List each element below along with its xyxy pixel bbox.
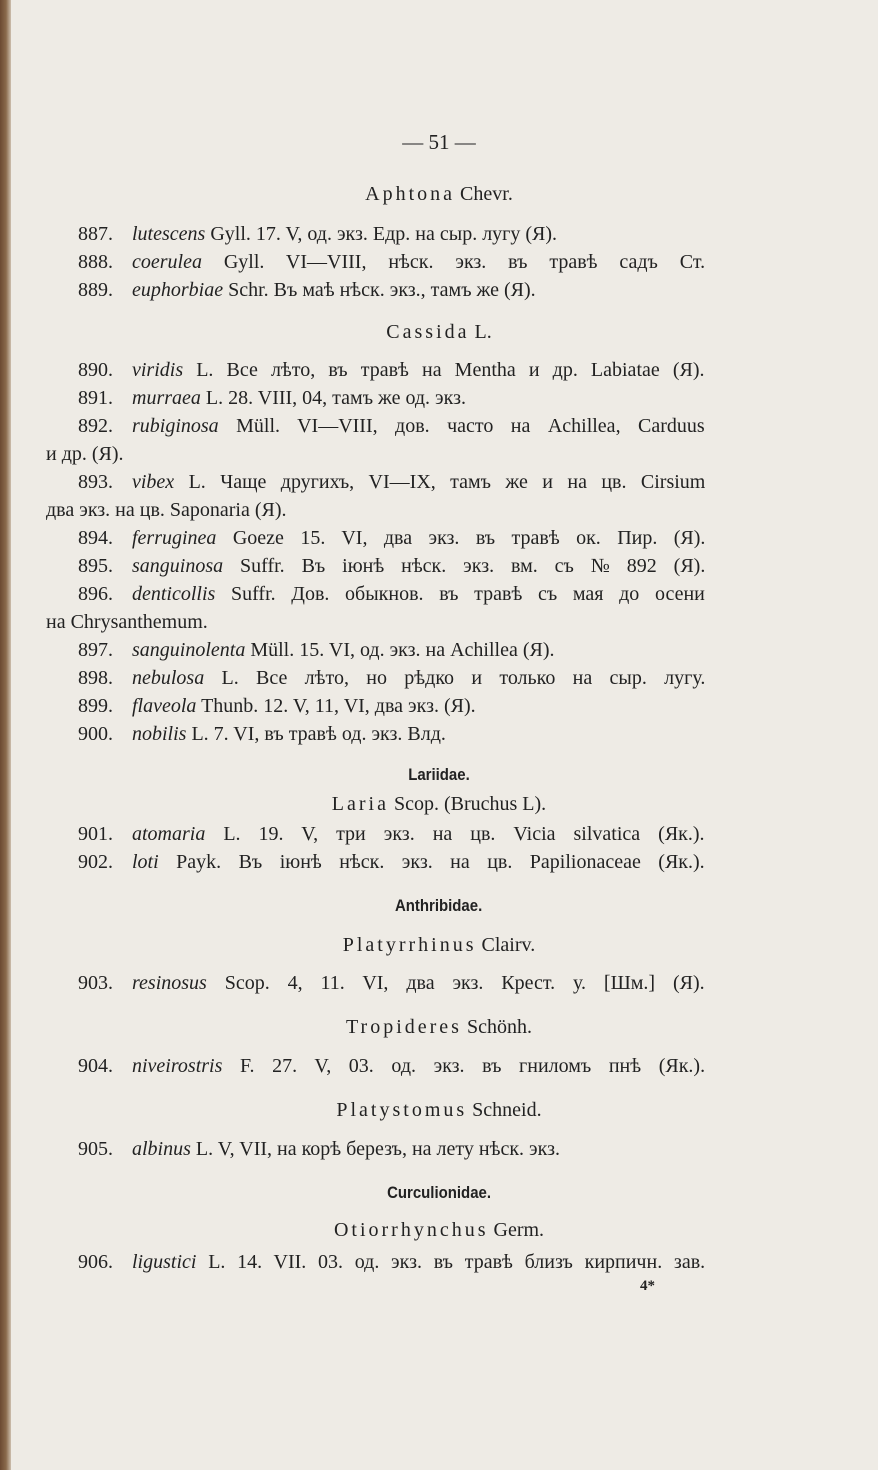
- entry-number: 904.: [78, 1055, 113, 1077]
- entry-number: 905.: [78, 1138, 113, 1160]
- entry-text: L. 14. VII. 03. од. экз. въ травѣ близъ кирпичн. зав.: [208, 1251, 706, 1273]
- genus-heading: [0, 1218, 878, 1242]
- genus-heading: [0, 933, 878, 957]
- genus-name: Otiorrhynchus: [333, 1219, 489, 1241]
- species-entry: [78, 850, 705, 874]
- entry-text: Müll. 15. VI, од. экз. на Achillea (Я).: [250, 639, 555, 661]
- entry-number: 888.: [78, 251, 113, 273]
- species-name: loti: [132, 851, 159, 873]
- species-name: niveirostris: [132, 1055, 223, 1077]
- entry-text: L. Чаще другихъ, VI—IX, тамъ же и на цв. Cirsium: [188, 471, 706, 493]
- species-name: vibex: [132, 471, 175, 493]
- species-entry: [78, 694, 476, 718]
- entry-number: 894.: [78, 527, 113, 549]
- entry-text: Goeze 15. VI, два экз. въ травѣ ок. Пир. (Я).: [232, 527, 706, 549]
- species-name: ferruginea: [132, 527, 217, 549]
- species-entry: [78, 386, 466, 410]
- species-name: nebulosa: [132, 667, 205, 689]
- species-entry: [78, 250, 705, 274]
- entry-number: 890.: [78, 359, 113, 381]
- genus-heading: [0, 1015, 878, 1039]
- genus-author: Scop. (Bruchus L).: [393, 793, 547, 815]
- family-name: Lariidae.: [408, 765, 470, 784]
- species-name: nobilis: [132, 723, 187, 745]
- species-name: resinosus: [132, 972, 207, 994]
- entry-continuation: и др. (Я).: [46, 443, 124, 465]
- family-heading: [0, 893, 878, 918]
- signature-mark: 4*: [640, 1278, 655, 1294]
- species-entry: [78, 470, 705, 494]
- genus-name: Aphtona: [365, 183, 456, 205]
- genus-author: L.: [474, 321, 492, 343]
- genus-name: Platyrrhinus: [342, 934, 477, 956]
- family-heading: [0, 762, 878, 787]
- page-number: — 51 —: [402, 130, 476, 154]
- entry-text: Müll. VI—VIII, дов. часто на Achillea, Carduus: [236, 415, 705, 437]
- entry-number: 898.: [78, 667, 113, 689]
- entry-text: L. V, VII, на корѣ березъ, на лету нѣск. экз.: [195, 1138, 560, 1160]
- entry-number: 892.: [78, 415, 113, 437]
- entry-text: L. Все лѣто, но рѣдко и только на сыр. лугу.: [221, 667, 706, 689]
- entry-number: 900.: [78, 723, 113, 745]
- species-entry: [78, 414, 705, 438]
- species-entry: [78, 971, 705, 995]
- entry-text: Suffr. Въ іюнѣ нѣск. экз. вм. съ № 892 (Я).: [240, 555, 706, 577]
- species-name: ligustici: [132, 1251, 197, 1273]
- entry-text: Gyll. 17. V, од. экз. Едр. на сыр. лугу (Я).: [210, 223, 558, 245]
- species-entry: [78, 1054, 705, 1078]
- species-name: murraea: [132, 387, 201, 409]
- entry-continuation: на Chrysanthemum.: [46, 611, 208, 633]
- entry-number: 899.: [78, 695, 113, 717]
- entry-number: 893.: [78, 471, 113, 493]
- entry-text: Payk. Въ іюнѣ нѣск. экз. на цв. Papilionaceae (Як.).: [176, 851, 705, 873]
- species-entry: [78, 582, 705, 606]
- genus-name: Cassida: [386, 321, 470, 343]
- species-name: rubiginosa: [132, 415, 219, 437]
- species-name: sanguinolenta: [132, 639, 246, 661]
- species-name: coerulea: [132, 251, 202, 273]
- entry-number: 896.: [78, 583, 113, 605]
- species-entry: [78, 1250, 705, 1274]
- entry-text: F. 27. V, 03. од. экз. въ гниломъ пнѣ (Як.).: [239, 1055, 706, 1077]
- species-entry: [78, 222, 557, 246]
- entry-text: L. 28. VIII, 04, тамъ же од. экз.: [205, 387, 466, 409]
- species-entry: [78, 526, 705, 550]
- species-name: atomaria: [132, 823, 206, 845]
- entry-number: 903.: [78, 972, 113, 994]
- entry-text: L. Все лѣто, въ травѣ на Mentha и др. Labiatae (Я).: [196, 359, 705, 381]
- entry-number: 895.: [78, 555, 113, 577]
- entry-text: Scop. 4, 11. VI, два экз. Крест. у. [Шм.] (Я).: [224, 972, 705, 994]
- genus-heading: [0, 1098, 878, 1122]
- species-name: lutescens: [132, 223, 206, 245]
- species-name: sanguinosa: [132, 555, 224, 577]
- species-entry: [78, 554, 705, 578]
- entry-text: Gyll. VI—VIII, нѣск. экз. въ травѣ садъ Ст.: [223, 251, 706, 273]
- genus-author: Schneid.: [472, 1099, 542, 1121]
- entry-number: 897.: [78, 639, 113, 661]
- entry-continuation: два экз. на цв. Saponaria (Я).: [46, 499, 287, 521]
- species-entry: [78, 1137, 560, 1161]
- family-name: Curculionidae.: [387, 1183, 491, 1202]
- entry-text: Thunb. 12. V, 11, VI, два экз. (Я).: [201, 695, 476, 717]
- species-entry: [78, 822, 705, 846]
- genus-author: Schönh.: [466, 1016, 532, 1038]
- species-entry: [78, 278, 536, 302]
- species-entry: [78, 722, 446, 746]
- genus-author: Clairv.: [481, 934, 536, 956]
- species-entry: [78, 666, 705, 690]
- entry-number: 906.: [78, 1251, 113, 1273]
- family-name: Anthribidae.: [395, 896, 483, 915]
- species-name: flaveola: [132, 695, 197, 717]
- entry-text: L. 19. V, три экз. на цв. Vicia silvatica (Як.).: [223, 823, 705, 845]
- entry-text: Suffr. Дов. обыкнов. въ травѣ съ мая до осени: [231, 583, 705, 605]
- species-name: albinus: [132, 1138, 191, 1160]
- species-name: denticollis: [132, 583, 216, 605]
- genus-heading: [0, 182, 878, 206]
- genus-name: Platystomus: [336, 1099, 468, 1121]
- species-entry: [78, 638, 555, 662]
- entry-number: 889.: [78, 279, 113, 301]
- genus-author: Chevr.: [460, 183, 513, 205]
- species-name: viridis: [132, 359, 184, 381]
- genus-name: Tropideres: [346, 1016, 462, 1038]
- entry-number: 891.: [78, 387, 113, 409]
- genus-heading: [0, 320, 878, 344]
- entry-number: 887.: [78, 223, 113, 245]
- entry-text: Schr. Въ маѣ нѣск. экз., тамъ же (Я).: [228, 279, 536, 301]
- genus-heading: [0, 792, 878, 816]
- family-heading: [0, 1180, 878, 1205]
- entry-text: L. 7. VI, въ травѣ од. экз. Влд.: [191, 723, 446, 745]
- entry-number: 902.: [78, 851, 113, 873]
- species-name: euphorbiae: [132, 279, 224, 301]
- entry-number: 901.: [78, 823, 113, 845]
- genus-name: Laria: [331, 793, 389, 815]
- species-entry: [78, 358, 705, 382]
- genus-author: Germ.: [493, 1219, 545, 1241]
